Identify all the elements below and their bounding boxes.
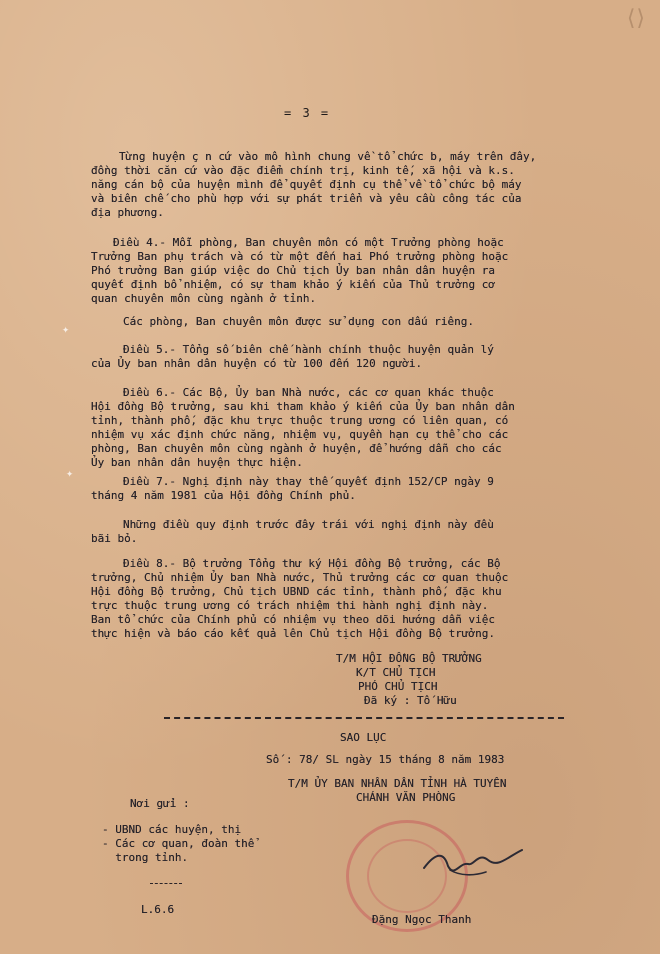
copy-authority: CHÁNH VĂN PHÒNG (356, 791, 456, 804)
article-8-line: Điều 8.- Bộ trưởng Tổng thư ký Hội đồng Bộ trưởng, các Bộ (123, 557, 501, 570)
recipient-item: - UBND các huyện, thị (102, 823, 242, 836)
body-line: Các phòng, Ban chuyên môn được sử dụng con dấu riêng. (123, 315, 474, 328)
body-line: Những điều quy định trước đây trái với nghị định này đều (123, 518, 494, 531)
body-line: Từng huyện ç n cứ vào mô hình chung về tổ chức b, máy trên đây, (119, 150, 537, 163)
copy-authority: T/M ỦY BAN NHÂN DÂN TỈNH HÀ TUYÊN (288, 777, 507, 790)
section-divider (164, 717, 564, 719)
signature-name: Đã ký : Tố Hữu (364, 694, 457, 707)
recipient-item: - Các cơ quan, đoàn thể (102, 837, 255, 850)
copy-title: SAO LỤC (340, 731, 387, 744)
article-8-line: trưởng, Chủ nhiệm Ủy ban Nhà nước, Thủ trưởng các cơ quan thuộc (91, 571, 509, 584)
signature-title: K/T CHỦ TỊCH (356, 666, 436, 679)
article-4-line: quyết định bổ nhiệm, có sự tham khảo ý kiến của Thủ trưởng cơ (91, 278, 495, 291)
article-4-line: Trưởng Ban phụ trách và có từ một đến hai Phó trưởng phòng hoặc (91, 250, 509, 263)
copy-reference: Số : 78/ SL ngày 15 tháng 8 năm 1983 (266, 753, 505, 766)
article-7-line: tháng 4 năm 1981 của Hội đồng Chính phủ. (91, 489, 356, 502)
signature-title: T/M HỘI ĐỒNG BỘ TRƯỞNG (336, 652, 482, 665)
page-number: = 3 = (284, 106, 331, 120)
article-7-line: Điều 7.- Nghị định này thay thế quyết định 152/CP ngày 9 (123, 475, 494, 488)
article-8-line: Hội đồng Bộ trưởng, Chủ tịch UBND các tỉnh, thành phố, đặc khu (91, 585, 502, 598)
article-6-line: tỉnh, thành phố, đặc khu trực thuộc trung ương có liên quan, có (91, 414, 509, 427)
recipient-divider (150, 883, 182, 884)
article-6-line: Ủy ban nhân dân huyện thực hiện. (91, 456, 303, 469)
article-6-line: Điều 6.- Các Bộ, Ủy ban Nhà nước, các cơ quan khác thuộc (123, 386, 494, 399)
article-6-line: Hội đồng Bộ trưởng, sau khi tham khảo ý kiến của Ủy ban nhân dân (91, 400, 515, 413)
article-5-line: của Ủy ban nhân dân huyện có từ 100 đến 120 người. (91, 357, 423, 370)
recipient-item: trong tỉnh. (102, 851, 189, 864)
article-4-line: Điều 4.- Mỗi phòng, Ban chuyên môn có một Trưởng phòng hoặc (113, 236, 504, 249)
article-8-line: thực hiện và báo cáo kết quả lên Chủ tịch Hội đồng Bộ trưởng. (91, 627, 495, 640)
paper-spot: ✦ (66, 466, 74, 480)
article-8-line: Ban tổ chức của Chính phủ có nhiệm vụ theo dõi hướng dẫn việc (91, 613, 495, 626)
body-line: đồng thời căn cứ vào đặc điểm chính trị, kinh tế, xã hội và k.s. (91, 164, 515, 177)
recipients-title: Nơi gửi : (130, 797, 190, 810)
footer-code: L.6.6 (141, 903, 175, 916)
body-line: năng cán bộ của huyện mình để quyết định cụ thể về tổ chức bộ máy (91, 178, 522, 191)
body-line: bãi bỏ. (91, 532, 138, 545)
body-line: địa phương. (91, 206, 164, 219)
signature-mark (420, 842, 530, 882)
signer-name: Đặng Ngọc Thanh (372, 913, 472, 926)
article-4-line: quan chuyên môn cùng ngành ở tỉnh. (91, 292, 317, 305)
article-5-line: Điều 5.- Tổng số biên chế hành chính thuộc huyện quản lý (123, 343, 494, 356)
archive-corner-mark: ⟨⟩ (626, 6, 646, 31)
article-6-line: phòng, Ban chuyên môn cùng ngành ở huyện, để hướng dẫn cho các (91, 442, 502, 455)
body-line: và biên chế cho phù hợp với sự phát triển và yêu cầu công tác của (91, 192, 522, 205)
article-6-line: nhiệm vụ xác định chức năng, nhiệm vụ, quyền hạn cụ thể cho các (91, 428, 509, 441)
article-4-line: Phó trưởng Ban giúp việc do Chủ tịch Ủy ban nhân dân huyện ra (91, 264, 495, 277)
signature-title: PHÓ CHỦ TỊCH (358, 680, 438, 693)
paper-spot: ✦ (62, 322, 70, 336)
article-8-line: trực thuộc trung ương có trách nhiệm thi hành nghị định này. (91, 599, 489, 612)
